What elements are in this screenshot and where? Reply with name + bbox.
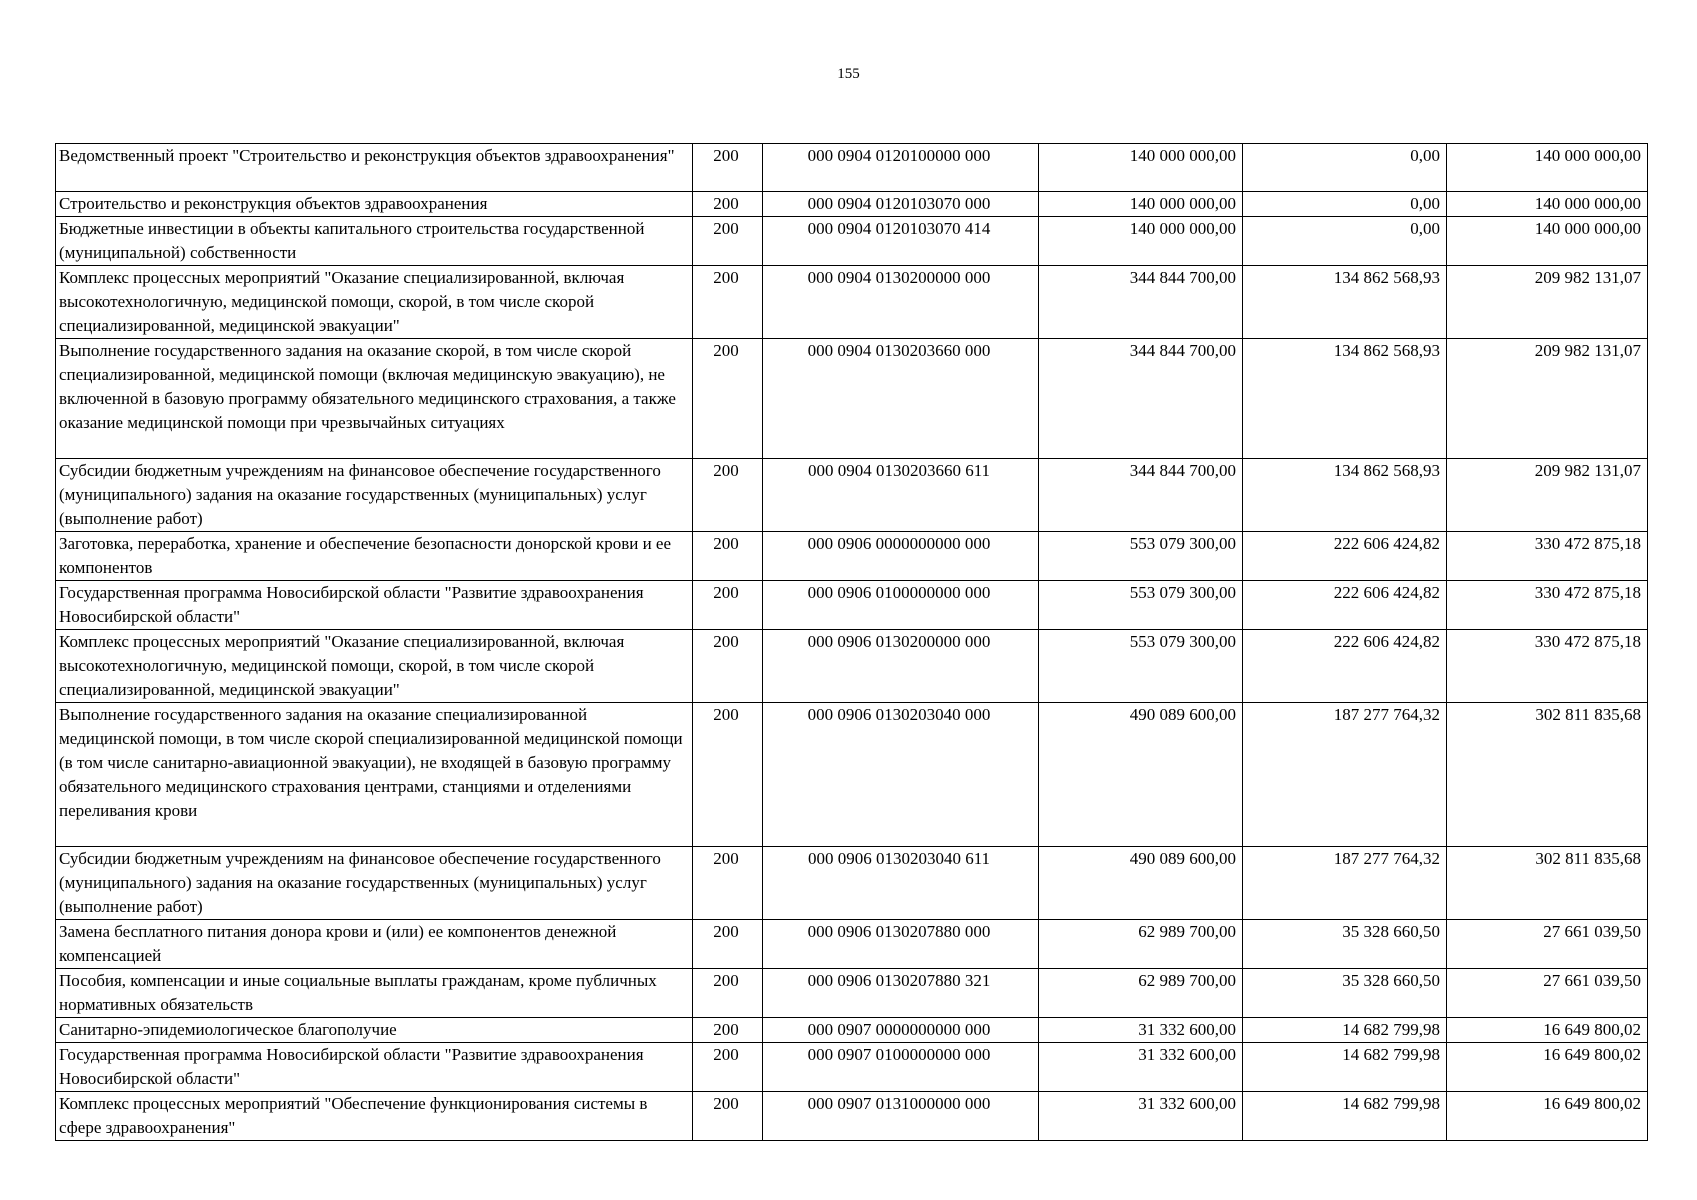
cell-admin-code: 200 bbox=[693, 847, 763, 920]
cell-classification-code: 000 0906 0130203040 611 bbox=[763, 847, 1039, 920]
cell-classification-code: 000 0906 0130207880 000 bbox=[763, 920, 1039, 969]
cell-admin-code: 200 bbox=[693, 920, 763, 969]
cell-admin-code: 200 bbox=[693, 266, 763, 339]
table-row bbox=[56, 459, 1648, 532]
cell-executed-amount: 14 682 799,98 bbox=[1243, 1092, 1447, 1141]
table-row bbox=[56, 1043, 1648, 1092]
cell-remaining-amount: 209 982 131,07 bbox=[1447, 339, 1648, 459]
cell-remaining-amount: 209 982 131,07 bbox=[1447, 459, 1648, 532]
cell-remaining-amount: 140 000 000,00 bbox=[1447, 144, 1648, 192]
table-body bbox=[56, 144, 1648, 1141]
cell-remaining-amount: 16 649 800,02 bbox=[1447, 1043, 1648, 1092]
cell-name: Санитарно-эпидемиологическое благополучие bbox=[56, 1018, 693, 1043]
cell-remaining-amount: 140 000 000,00 bbox=[1447, 217, 1648, 266]
cell-name: Комплекс процессных мероприятий "Оказание специализированной, включая высокотехнологичную, медицинской помощи, скорой, в том числе скорой специализированной, медицинской эвакуации" bbox=[56, 630, 693, 703]
cell-executed-amount: 222 606 424,82 bbox=[1243, 581, 1447, 630]
cell-name: Ведомственный проект "Строительство и реконструкция объектов здравоохранения" bbox=[56, 144, 693, 192]
cell-approved-amount: 31 332 600,00 bbox=[1039, 1092, 1243, 1141]
cell-remaining-amount: 140 000 000,00 bbox=[1447, 192, 1648, 217]
table-row bbox=[56, 969, 1648, 1018]
cell-name: Бюджетные инвестиции в объекты капитального строительства государственной (муниципальной) собственности bbox=[56, 217, 693, 266]
cell-executed-amount: 0,00 bbox=[1243, 192, 1447, 217]
cell-name: Пособия, компенсации и иные социальные выплаты гражданам, кроме публичных нормативных обязательств bbox=[56, 969, 693, 1018]
cell-approved-amount: 553 079 300,00 bbox=[1039, 581, 1243, 630]
cell-name: Субсидии бюджетным учреждениям на финансовое обеспечение государственного (муниципального) задания на оказание государственных (муниципальных) услуг (выполнение работ) bbox=[56, 847, 693, 920]
cell-approved-amount: 62 989 700,00 bbox=[1039, 969, 1243, 1018]
table-row bbox=[56, 1018, 1648, 1043]
cell-executed-amount: 14 682 799,98 bbox=[1243, 1043, 1447, 1092]
table-row bbox=[56, 1092, 1648, 1141]
cell-remaining-amount: 330 472 875,18 bbox=[1447, 630, 1648, 703]
cell-executed-amount: 134 862 568,93 bbox=[1243, 266, 1447, 339]
cell-admin-code: 200 bbox=[693, 630, 763, 703]
table-row bbox=[56, 192, 1648, 217]
cell-executed-amount: 35 328 660,50 bbox=[1243, 920, 1447, 969]
cell-approved-amount: 31 332 600,00 bbox=[1039, 1043, 1243, 1092]
cell-admin-code: 200 bbox=[693, 217, 763, 266]
cell-executed-amount: 187 277 764,32 bbox=[1243, 847, 1447, 920]
cell-executed-amount: 0,00 bbox=[1243, 144, 1447, 192]
table-row bbox=[56, 847, 1648, 920]
cell-admin-code: 200 bbox=[693, 532, 763, 581]
table-row bbox=[56, 703, 1648, 847]
cell-remaining-amount: 27 661 039,50 bbox=[1447, 969, 1648, 1018]
table-row bbox=[56, 339, 1648, 459]
cell-name: Строительство и реконструкция объектов здравоохранения bbox=[56, 192, 693, 217]
cell-admin-code: 200 bbox=[693, 1092, 763, 1141]
cell-admin-code: 200 bbox=[693, 581, 763, 630]
cell-approved-amount: 344 844 700,00 bbox=[1039, 266, 1243, 339]
cell-approved-amount: 553 079 300,00 bbox=[1039, 532, 1243, 581]
cell-executed-amount: 35 328 660,50 bbox=[1243, 969, 1447, 1018]
cell-classification-code: 000 0906 0130200000 000 bbox=[763, 630, 1039, 703]
cell-classification-code: 000 0906 0000000000 000 bbox=[763, 532, 1039, 581]
cell-admin-code: 200 bbox=[693, 144, 763, 192]
table-row bbox=[56, 144, 1648, 192]
cell-approved-amount: 31 332 600,00 bbox=[1039, 1018, 1243, 1043]
cell-remaining-amount: 330 472 875,18 bbox=[1447, 581, 1648, 630]
cell-name: Субсидии бюджетным учреждениям на финансовое обеспечение государственного (муниципального) задания на оказание государственных (муниципальных) услуг (выполнение работ) bbox=[56, 459, 693, 532]
cell-classification-code: 000 0907 0131000000 000 bbox=[763, 1092, 1039, 1141]
budget-execution-table bbox=[55, 143, 1648, 1141]
cell-executed-amount: 134 862 568,93 bbox=[1243, 459, 1447, 532]
cell-approved-amount: 140 000 000,00 bbox=[1039, 144, 1243, 192]
cell-executed-amount: 222 606 424,82 bbox=[1243, 630, 1447, 703]
cell-remaining-amount: 16 649 800,02 bbox=[1447, 1018, 1648, 1043]
cell-classification-code: 000 0904 0120100000 000 bbox=[763, 144, 1039, 192]
cell-admin-code: 200 bbox=[693, 1018, 763, 1043]
cell-classification-code: 000 0907 0000000000 000 bbox=[763, 1018, 1039, 1043]
cell-approved-amount: 490 089 600,00 bbox=[1039, 703, 1243, 847]
cell-admin-code: 200 bbox=[693, 1043, 763, 1092]
cell-remaining-amount: 330 472 875,18 bbox=[1447, 532, 1648, 581]
cell-remaining-amount: 209 982 131,07 bbox=[1447, 266, 1648, 339]
cell-remaining-amount: 27 661 039,50 bbox=[1447, 920, 1648, 969]
cell-executed-amount: 222 606 424,82 bbox=[1243, 532, 1447, 581]
cell-name: Выполнение государственного задания на оказание специализированной медицинской помощи, в том числе скорой специализированной медицинской помощи (в том числе санитарно-авиационной эвакуации), не входящей в базовую программу обязательного медицинского страхования центрами, станциями и отделениями переливания крови bbox=[56, 703, 693, 847]
table-row bbox=[56, 532, 1648, 581]
cell-executed-amount: 14 682 799,98 bbox=[1243, 1018, 1447, 1043]
cell-approved-amount: 140 000 000,00 bbox=[1039, 192, 1243, 217]
cell-name: Выполнение государственного задания на оказание скорой, в том числе скорой специализированной, медицинской помощи (включая медицинскую эвакуацию), не включенной в базовую программу обязательного медицинского страхования, а также оказание медицинской помощи при чрезвычайных ситуациях bbox=[56, 339, 693, 459]
cell-name: Комплекс процессных мероприятий "Оказание специализированной, включая высокотехнологичную, медицинской помощи, скорой, в том числе скорой специализированной, медицинской эвакуации" bbox=[56, 266, 693, 339]
cell-classification-code: 000 0906 0130207880 321 bbox=[763, 969, 1039, 1018]
table-row bbox=[56, 217, 1648, 266]
cell-classification-code: 000 0906 0130203040 000 bbox=[763, 703, 1039, 847]
table-row bbox=[56, 920, 1648, 969]
table-row bbox=[56, 266, 1648, 339]
cell-remaining-amount: 302 811 835,68 bbox=[1447, 703, 1648, 847]
cell-name: Замена бесплатного питания донора крови и (или) ее компонентов денежной компенсацией bbox=[56, 920, 693, 969]
cell-name: Заготовка, переработка, хранение и обеспечение безопасности донорской крови и ее компонентов bbox=[56, 532, 693, 581]
cell-classification-code: 000 0904 0130203660 611 bbox=[763, 459, 1039, 532]
cell-classification-code: 000 0907 0100000000 000 bbox=[763, 1043, 1039, 1092]
cell-classification-code: 000 0904 0120103070 000 bbox=[763, 192, 1039, 217]
cell-admin-code: 200 bbox=[693, 969, 763, 1018]
cell-executed-amount: 187 277 764,32 bbox=[1243, 703, 1447, 847]
cell-classification-code: 000 0904 0130200000 000 bbox=[763, 266, 1039, 339]
table-row bbox=[56, 630, 1648, 703]
cell-approved-amount: 344 844 700,00 bbox=[1039, 459, 1243, 532]
table-row bbox=[56, 581, 1648, 630]
cell-approved-amount: 140 000 000,00 bbox=[1039, 217, 1243, 266]
cell-admin-code: 200 bbox=[693, 703, 763, 847]
page-number: 155 bbox=[837, 66, 860, 82]
cell-executed-amount: 0,00 bbox=[1243, 217, 1447, 266]
cell-classification-code: 000 0904 0120103070 414 bbox=[763, 217, 1039, 266]
cell-classification-code: 000 0904 0130203660 000 bbox=[763, 339, 1039, 459]
cell-approved-amount: 344 844 700,00 bbox=[1039, 339, 1243, 459]
cell-remaining-amount: 16 649 800,02 bbox=[1447, 1092, 1648, 1141]
cell-classification-code: 000 0906 0100000000 000 bbox=[763, 581, 1039, 630]
cell-admin-code: 200 bbox=[693, 459, 763, 532]
cell-name: Государственная программа Новосибирской области "Развитие здравоохранения Новосибирской области" bbox=[56, 1043, 693, 1092]
cell-executed-amount: 134 862 568,93 bbox=[1243, 339, 1447, 459]
cell-admin-code: 200 bbox=[693, 192, 763, 217]
cell-name: Государственная программа Новосибирской области "Развитие здравоохранения Новосибирской области" bbox=[56, 581, 693, 630]
cell-remaining-amount: 302 811 835,68 bbox=[1447, 847, 1648, 920]
cell-approved-amount: 62 989 700,00 bbox=[1039, 920, 1243, 969]
cell-approved-amount: 553 079 300,00 bbox=[1039, 630, 1243, 703]
cell-admin-code: 200 bbox=[693, 339, 763, 459]
cell-name: Комплекс процессных мероприятий "Обеспечение функционирования системы в сфере здравоохранения" bbox=[56, 1092, 693, 1141]
cell-approved-amount: 490 089 600,00 bbox=[1039, 847, 1243, 920]
